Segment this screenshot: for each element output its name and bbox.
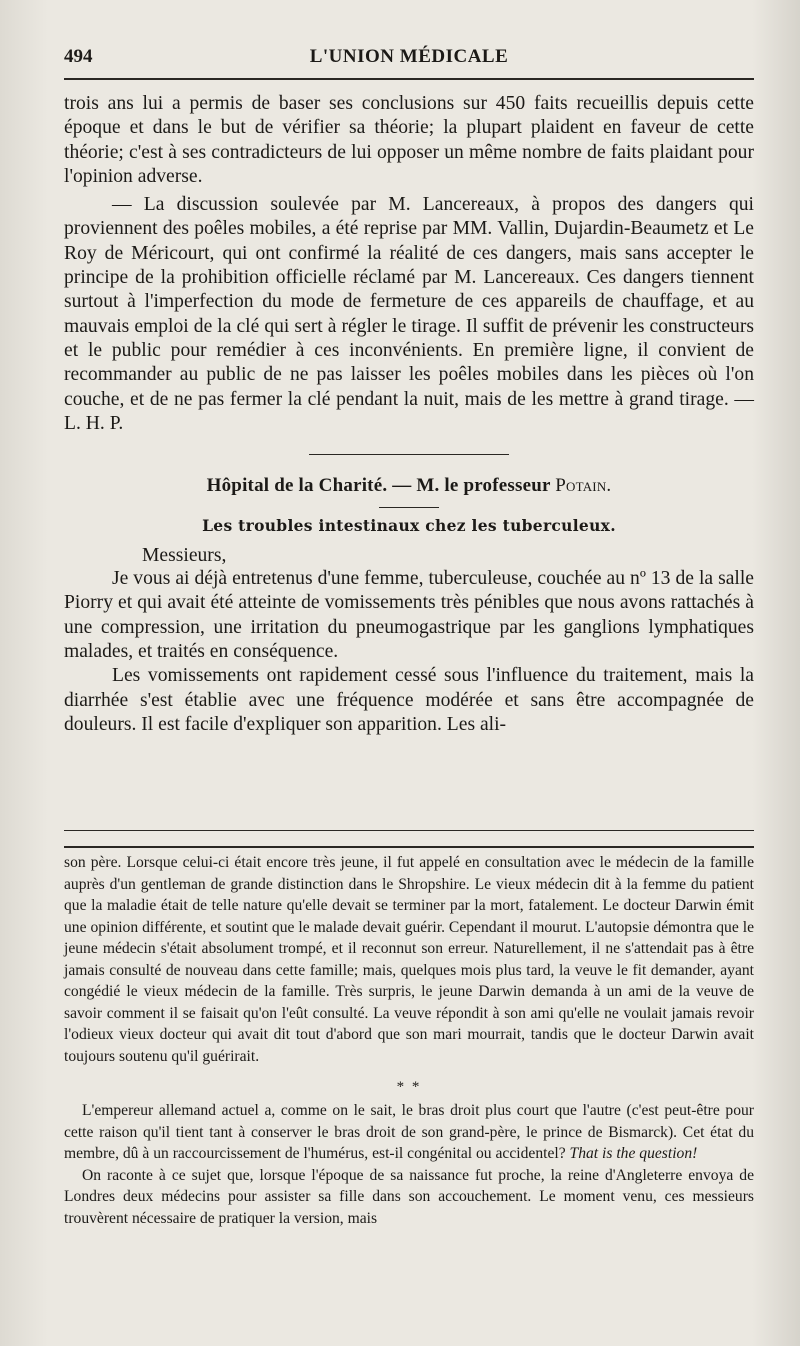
- main-text: [64, 92, 754, 737]
- section-title: [64, 475, 754, 497]
- running-head: [64, 46, 754, 76]
- section-title-professor: Potain.: [555, 475, 612, 497]
- note-empereur-text: L'empereur allemand actuel a, comme on le sait, le bras droit plus court que l'autre (c'est peut-être pour cette raison qu'il tient tant à conserver le bras droit de son grand-père, le prince de Bismarck). Cet état du membre, dû à un raccourcissement de l'humérus, est-il congénital ou accidentel?: [64, 1102, 754, 1162]
- note-separator: * *: [396, 1079, 422, 1095]
- paragraph-conclusions: trois ans lui a permis de baser ses conclusions sur 450 faits recueillis depuis cette époque et dans le but de vérifier sa théorie; la plupart plaident en faveur de cette théorie; c'est à ses contradicteurs de lui opposer un même nombre de faits plaidant pour l'opinion adverse.: [64, 93, 754, 187]
- footnote-rule-thick: [64, 846, 754, 848]
- paragraph-patient: Je vous ai déjà entretenus d'une femme, tuberculeuse, couchée au nº 13 de la salle Piorry et qui avait été atteinte de vomissements très pénibles que nous avons rattachés à une compression, une irritation du pneumogastrique par les ganglions lymphatiques malades, et traités en conséquence.: [64, 568, 754, 663]
- journal-title: L'UNION MÉDICALE: [309, 46, 509, 67]
- paragraph-discussion-poeles: — La discussion soulevée par M. Lancereaux, à propos des dangers qui proviennent des poêles mobiles, a été reprise par MM. Vallin, Dujardin-Beaumetz et Le Roy de Méricourt, qui ont confirmé la réalité de ces dangers, mais sans accepter le principe de la prohibition officielle réclamé par M. Lancereaux. Ces dangers tiennent surtout à l'imperfection du mode de fermeture de ces appareils de chauffage, et au mauvais emploi de la clé qui sert à régler le tirage. Il suffit de prévenir les constructeurs et le public pour remédier à ces inconvénients. En première ligne, il convient de recommander au public de ne pas laisser les poêles mobiles dans les pièces où l'on couche, et de ne pas fermer la clé pendant la nuit, mais de les mettre à grand tirage. — L. H. P.: [64, 194, 754, 434]
- lecture-title: Les troubles intestinaux chez les tuberculeux.: [202, 516, 616, 536]
- footnote-rule-thin: [64, 830, 754, 831]
- section-title-hospital: Hôpital de la Charité. — M. le professeur: [206, 475, 551, 497]
- paragraph-diarrhee: Les vomissements ont rapidement cessé sous l'influence du traitement, mais la diarrhée s'est établie avec une fréquence modérée et sans être accompagnée de douleurs. Il est facile d'expliquer son apparition. Les ali-: [64, 665, 754, 735]
- note-darwin: son père. Lorsque celui-ci était encore très jeune, il fut appelé en consultation avec le médecin de la famille auprès d'un gentleman de grande distinction dans le Shropshire. Le vieux médecin dit à la femme du patient que la maladie était de telle nature qu'elle devait se terminer par la mort, fatalement. Le docteur Darwin émit une opinion différente, et soutint que le malade devait guérir. Cependant il mourut. L'autopsie démontra que le jeune médecin s'était absolument trompé, et il reconnut son erreur. Naturellement, il ne s'attendait pas à être jamais consulté de nouveau dans cette famille; mais, quelques mois plus tard, la veuve le fit demander, ayant congédié le vieux médecin de la famille. Très surpris, le jeune Darwin demanda à un ami de la veuve de savoir comment il se faisait qu'on l'eût consulté. La veuve répondit à son ami qu'elle ne voulait jamais revoir l'odieux vieux docteur qui avait dit tout d'abord que son mari mourrait, tandis que le docteur Darwin avait toujours soutenu qu'il guérirait.: [64, 854, 754, 1065]
- note-empereur: [64, 1100, 754, 1165]
- note-naissance: On raconte à ce sujet que, lorsque l'époque de sa naissance fut proche, la reine d'Angleterre envoya de Londres deux médecins pour assister sa fille dans son accouchement. Le moment venu, ces messieurs trouvèrent nécessaire de pratiquer la version, mais: [64, 1166, 754, 1227]
- salutation: Messieurs,: [142, 545, 227, 567]
- header-rule: [64, 78, 754, 80]
- page-number: 494: [64, 46, 93, 67]
- footnotes: [64, 852, 754, 1229]
- section-divider: [309, 454, 509, 455]
- title-divider: [379, 507, 439, 508]
- note-empereur-italic: That is the question!: [569, 1145, 698, 1162]
